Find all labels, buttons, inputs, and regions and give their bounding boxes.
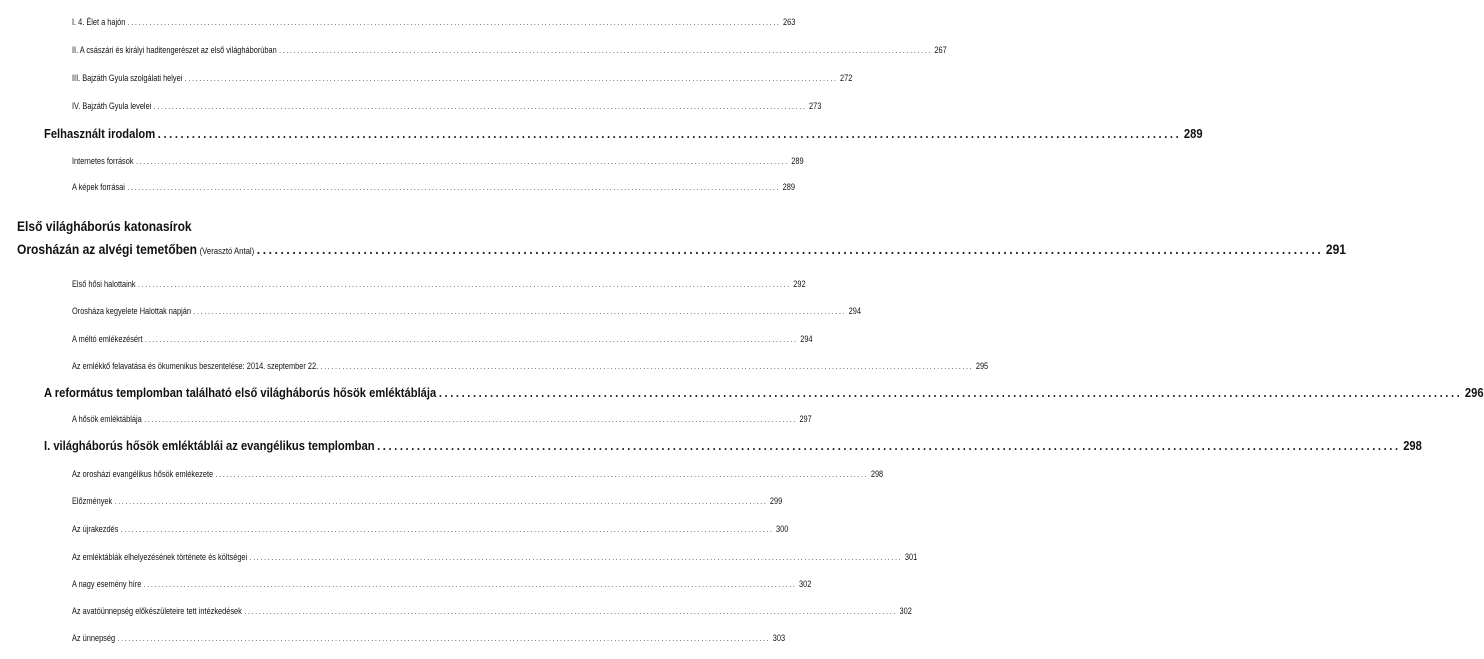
section-title: Orosházán az alvégi temetőben <box>17 241 197 257</box>
toc-entry-page: 291 <box>1325 241 1346 257</box>
toc-entry-title: Felhasznált irodalom <box>44 126 156 141</box>
leader-dots: .................................................................................................................................................................................... <box>184 74 838 83</box>
toc-entry[interactable] <box>72 633 786 643</box>
toc-entry[interactable] <box>72 279 806 289</box>
toc-entry[interactable] <box>72 334 813 344</box>
toc-entry-page: 263 <box>783 17 796 27</box>
toc-entry-title: A hősök emléktáblája <box>72 414 142 424</box>
toc-entry[interactable] <box>72 361 989 371</box>
toc-entry[interactable] <box>72 73 853 83</box>
toc-entry-title: I. világháborús hősök emléktáblái az evangélikus templomban <box>44 438 375 453</box>
toc-entry-page: 273 <box>809 101 822 111</box>
toc-entry-title: II. A császári és királyi haditengerészet az első világháborúban <box>72 45 277 55</box>
leader-dots: .................................................................................................................................................................................... <box>320 362 974 371</box>
toc-entry-section[interactable] <box>17 241 1346 257</box>
leader-dots: .................................................................................................................................................................................... <box>215 470 869 479</box>
leader-dots: .................................................................................................................................................................................... <box>135 157 789 166</box>
toc-entry[interactable] <box>72 182 795 192</box>
toc-entry[interactable] <box>72 414 812 424</box>
toc-entry[interactable] <box>72 606 912 616</box>
toc-entry-title: IV. Bajzáth Gyula levelei <box>72 101 152 111</box>
toc-entry[interactable] <box>44 438 1422 453</box>
toc-entry-title: Az emlékkő felavatása és ökumenikus beszentelése: 2014. szeptember 22. <box>72 361 319 371</box>
toc-entry-page: 299 <box>769 496 783 506</box>
toc-entry-title: Orosháza kegyelete Halottak napján <box>72 306 191 316</box>
leader-dots: .................................................................................................................................................................................... <box>144 415 797 424</box>
leader-dots: .................................................................................................................................................................................... <box>145 335 798 344</box>
leader-dots: .................................................................................................................................................................................... <box>157 126 1182 141</box>
toc-entry-page: 289 <box>1183 126 1203 141</box>
toc-entry[interactable] <box>72 524 789 534</box>
toc-entry-page: 295 <box>975 361 989 371</box>
toc-entry-page: 267 <box>934 45 947 55</box>
toc-entry-page: 298 <box>870 469 884 479</box>
toc-entry-title: Az avatóünnepség előkészületeire tett intézkedések <box>72 606 242 616</box>
toc-entry[interactable] <box>72 579 812 589</box>
leader-dots: .................................................................................................................................................................................... <box>138 280 791 289</box>
toc-entry-page: 298 <box>1403 438 1422 453</box>
toc-entry-page: 303 <box>772 633 786 643</box>
toc-entry-title: Előzmények <box>72 496 113 506</box>
toc-entry[interactable] <box>72 45 947 55</box>
section-heading: Első világháborús katonasírok <box>17 218 192 234</box>
toc-entry-page: 300 <box>776 524 789 534</box>
leader-dots: .................................................................................................................................................................................... <box>193 307 847 316</box>
toc-entry-title: A képek forrásai <box>72 182 125 192</box>
toc-entry[interactable] <box>72 101 822 111</box>
toc-entry[interactable] <box>72 306 862 316</box>
toc-entry-page: 289 <box>782 182 795 192</box>
toc-entry-title: Első hősi halottaink <box>72 279 136 289</box>
toc-entry-page: 302 <box>799 579 812 589</box>
toc-entry-page: 297 <box>799 414 812 424</box>
toc-entry[interactable] <box>72 156 804 166</box>
toc-entry[interactable] <box>44 126 1203 141</box>
toc-entry-page: 302 <box>899 606 912 616</box>
author-note: (Verasztó Antal) <box>199 246 255 256</box>
leader-dots: .................................................................................................................................................................................... <box>279 46 932 55</box>
leader-dots: .................................................................................................................................................................................... <box>244 607 898 616</box>
toc-entry[interactable] <box>44 385 1484 400</box>
toc-entry-title: I. 4. Élet a hajón <box>72 17 126 27</box>
leader-dots: .................................................................................................................................................................................... <box>438 385 1463 400</box>
toc-entry-title: Az újrakezdés <box>72 524 119 534</box>
toc-entry-page: 289 <box>791 156 804 166</box>
toc-entry-title: A nagy esemény híre <box>72 579 142 589</box>
toc-entry[interactable] <box>72 17 796 27</box>
leader-dots: .................................................................................................................................................................................... <box>249 553 903 562</box>
toc-entry-page: 296 <box>1464 385 1484 400</box>
toc-entry-title: Az ünnepség <box>72 633 116 643</box>
toc-entry-page: 294 <box>800 334 813 344</box>
leader-dots: .................................................................................................................................................................................... <box>117 634 771 643</box>
toc-entry[interactable] <box>72 469 884 479</box>
toc-entry-title: A református templomban található első világháborús hősök emléktáblája <box>44 385 437 400</box>
leader-dots: .................................................................................................................................................................................... <box>120 525 774 534</box>
toc-entry-page: 301 <box>904 552 918 562</box>
toc-entry-title: Internetes források <box>72 156 134 166</box>
leader-dots: .................................................................................................................................................................................... <box>143 580 797 589</box>
leader-dots: .................................................................................................................................................................................... <box>377 438 1401 453</box>
toc-entry-title: Az orosházi evangélikus hősök emlékezete <box>72 469 214 479</box>
toc-entry-page: 272 <box>840 73 853 83</box>
toc-entry-title: Az emléktáblák elhelyezésének története és költségei <box>72 552 248 562</box>
toc-entry[interactable] <box>72 552 918 562</box>
toc-entry-title: A méltó emlékezésért <box>72 334 143 344</box>
leader-dots: .................................................................................................................................................................................... <box>256 241 1324 257</box>
leader-dots: .................................................................................................................................................................................... <box>127 18 781 27</box>
leader-dots: .................................................................................................................................................................................... <box>114 497 768 506</box>
leader-dots: .................................................................................................................................................................................... <box>127 183 781 192</box>
toc-entry-title: III. Bajzáth Gyula szolgálati helyei <box>72 73 183 83</box>
toc-entry-page: 294 <box>848 306 862 316</box>
toc-entry-page: 292 <box>793 279 806 289</box>
leader-dots: .................................................................................................................................................................................... <box>153 102 807 111</box>
toc-entry[interactable] <box>72 496 783 506</box>
